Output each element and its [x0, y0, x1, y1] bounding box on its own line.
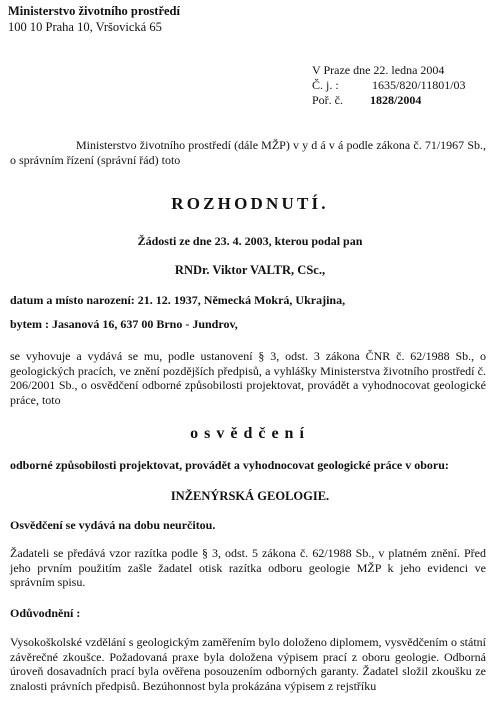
certificate-title: osvědčení [190, 425, 310, 442]
cj-label: Č. j. : [312, 78, 339, 92]
decision-title: ROZHODNUTÍ. [171, 194, 329, 213]
applicant-name: RNDr. Viktor VALTR, CSc., [174, 263, 326, 277]
competence-line: odborné způsobilosti projektovat, provádět a vyhodnocovat geologické práce v oboru: [10, 458, 449, 472]
date-line: V Praze dne 22. ledna 2004 [312, 63, 445, 77]
reasoning-paragraph: Vysokoškolské vzdělání s geologickým zaměřením bylo doloženo diplomem, vysvědčením o státní závěrečné zkoušce. Požadovaná praxe byla doložena výpisem prací z oboru geologie. Odborná úroveň dosavadních prací byla ověřena posouzením odborných garanty. Žadatel složil zkoušku ze znalosti právních předpisů. Bezúhonnost byla prokázána výpisem z rejstříku [10, 635, 486, 693]
stamp-paragraph: Žadateli se předává vzor razítka podle § 3, odst. 5 zákona č. 62/1988 Sb., v platném znění. Před jeho prvním použitím zašle žadatel otisk razítka odboru geologie MŽP k jeho evidenci ve správním spisu. [10, 546, 486, 589]
sender-name: Ministerstvo životního prostředí [8, 4, 180, 18]
grant-paragraph: se vyhovuje a vydává se mu, podle ustanovení § 3, odst. 3 zákona ČNR č. 62/1988 Sb., o geologických pracích, ve znění pozdějších předpisů, a vyhlášky Ministerstva životního prostředí č. 206/2001 Sb., o osvědčení odborné způsobilosti projektovat, provádět a vyhodnocovat geologické práce, toto [10, 349, 486, 407]
por-label: Poř. č. [312, 93, 343, 107]
request-line: Žádosti ze dne 23. 4. 2003, kterou podal pan [137, 234, 363, 248]
cj-value: 1635/820/11801/03 [372, 78, 466, 92]
birth-line: datum a místo narození: 21. 12. 1937, Německá Mokrá, Ukrajina, [10, 293, 346, 307]
sender-address: 100 10 Praha 10, Vršovická 65 [8, 20, 162, 34]
validity-statement: Osvědčení se vydává na dobu neurčitou. [10, 518, 216, 532]
por-value: 1828/2004 [370, 93, 422, 107]
reasoning-heading: Odůvodnění : [10, 606, 81, 620]
intro-paragraph: Ministerstvo životního prostředí (dále MŽP) v y d á v á podle zákona č. 71/1967 Sb., o správním řízení (správní řád) toto [10, 138, 486, 167]
residence-line: bytem : Jasanová 16, 637 00 Brno - Jundrov, [10, 317, 238, 331]
field-of-expertise: INŽENÝRSKÁ GEOLOGIE. [170, 489, 330, 503]
